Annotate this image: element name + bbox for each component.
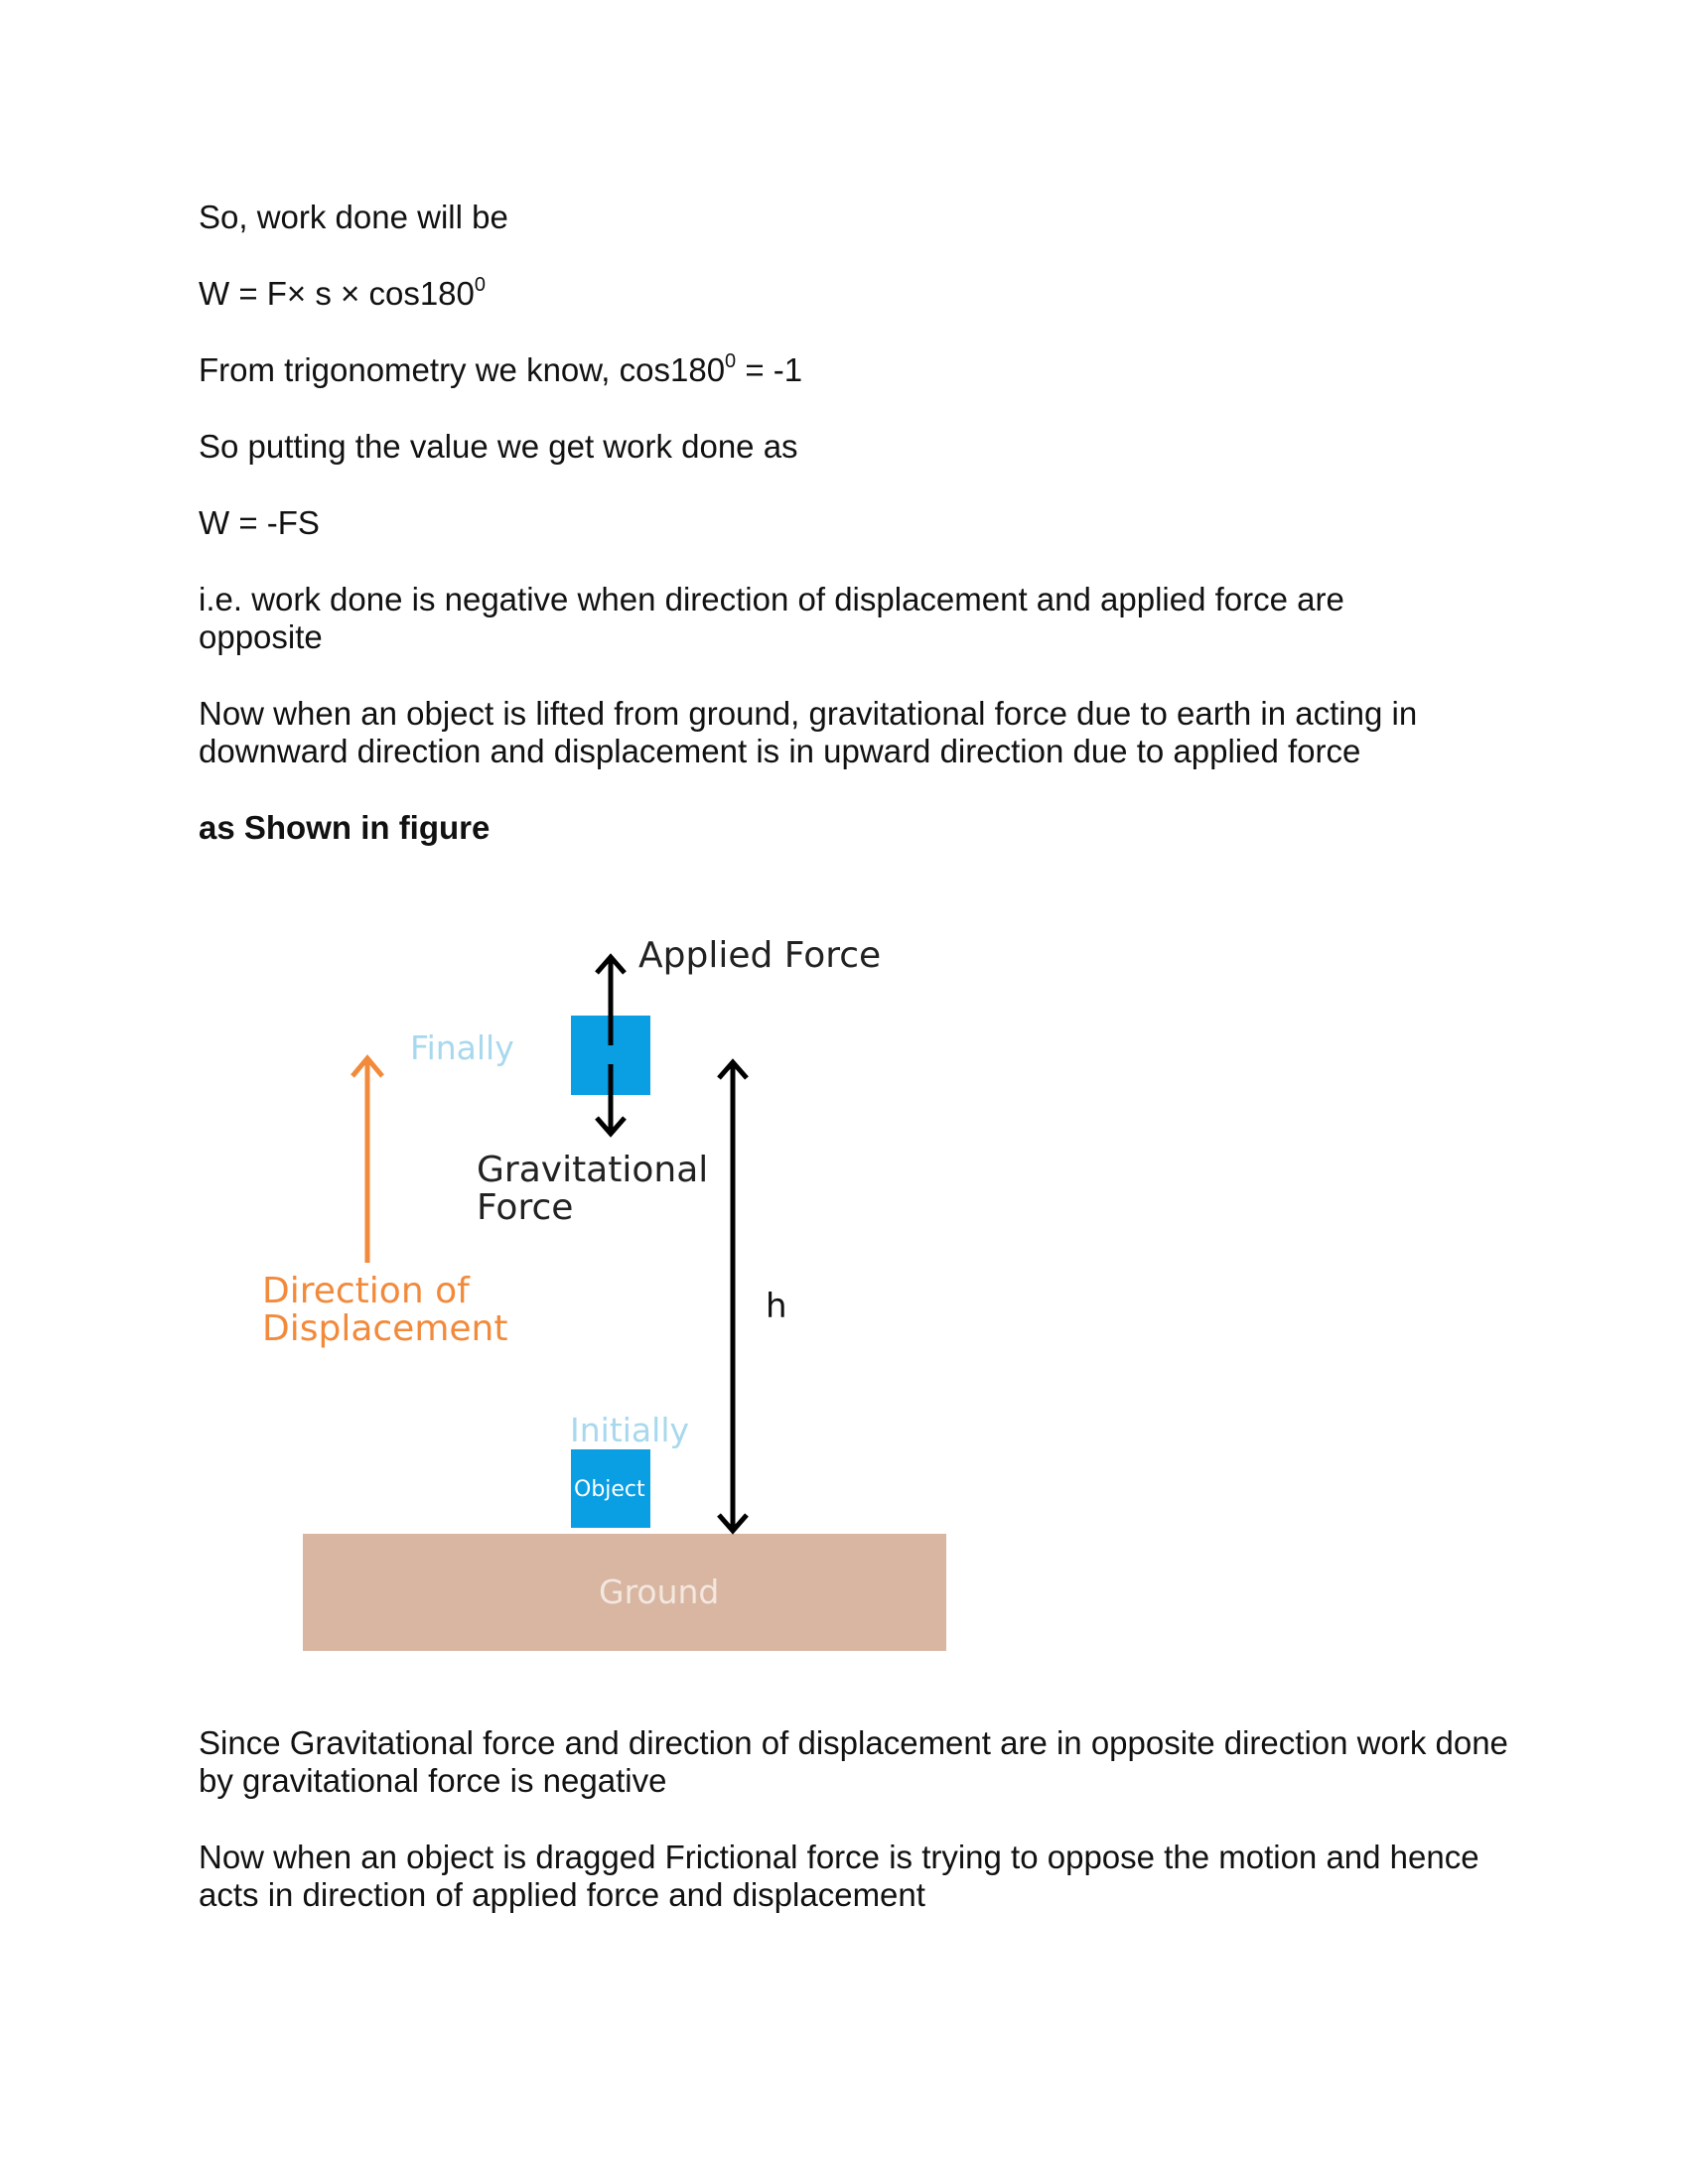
displacement-direction-arrow [352,1058,382,1263]
initially-label: Initially [570,1411,690,1449]
gravitational-force-label [477,1152,708,1227]
gravitational-label-line1: Gravitational [477,1150,709,1190]
text-lifting-object: Now when an object is lifted from ground, gravitational force due to earth in acting in downward direction and displacement is in upward direction due to applied force [199,695,1418,769]
text-negative-work-explanation: i.e. work done is negative when direction of displacement and applied force are opposite [199,581,1344,655]
text-work-done-intro: So, work done will be [199,199,508,235]
text-as-shown-in-figure: as Shown in figure [199,809,491,846]
gravitational-label-line2: Force [477,1187,574,1228]
degree-superscript: 0 [474,274,486,296]
applied-force-label: Applied Force [638,935,882,976]
equation-main: W = F× s × cos180 [199,275,475,312]
finally-label: Finally [410,1028,514,1067]
equation-negative-work: W = -FS [199,504,320,541]
direction-label-line2: Displacement [262,1308,508,1349]
direction-of-displacement-label [262,1273,507,1348]
height-label: h [766,1287,787,1326]
text-putting-value: So putting the value we get work done as [199,428,798,465]
degree-superscript: 0 [725,350,737,372]
object-label: Object [574,1477,645,1502]
text-frictional-force: Now when an object is dragged Frictional force is trying to oppose the motion and hence acts in direction of applied force and displacement [199,1839,1479,1913]
trig-main: From trigonometry we know, cos180 [199,351,726,388]
text-gravitational-negative: Since Gravitational force and direction of displacement are in opposite direction work done by gravitational force is negative [199,1724,1508,1799]
ground-label: Ground [599,1572,720,1611]
direction-label-line1: Direction of [262,1271,470,1311]
trig-tail: = -1 [736,351,803,388]
height-double-arrow [719,1062,747,1531]
